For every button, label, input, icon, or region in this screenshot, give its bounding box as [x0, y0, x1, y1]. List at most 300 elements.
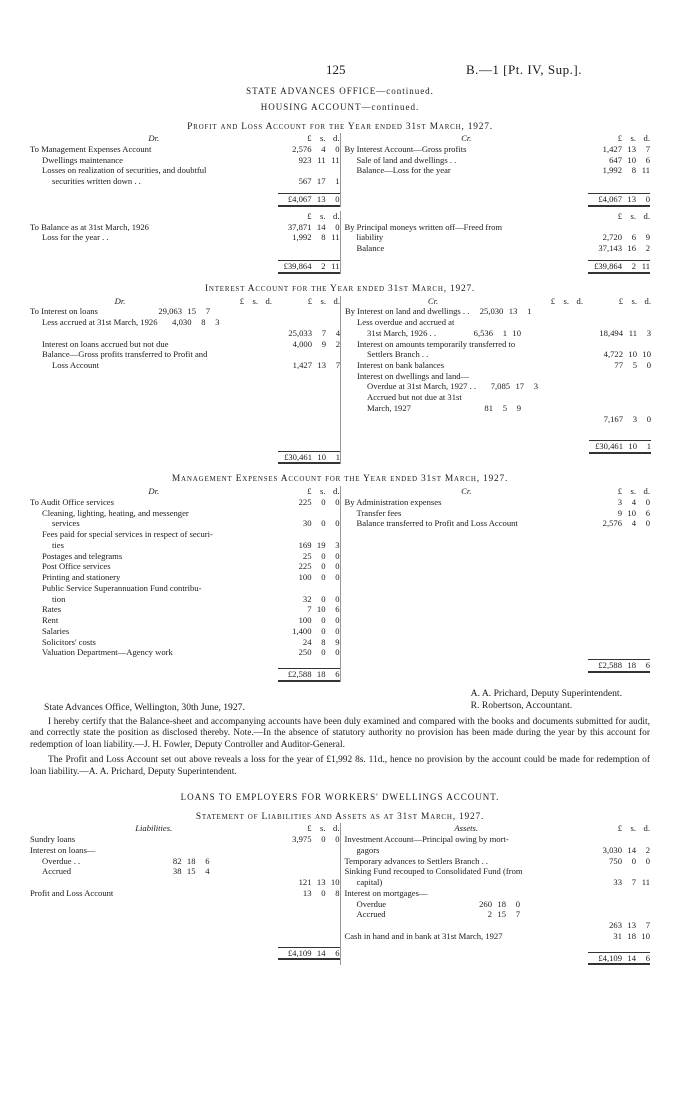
row-description: Sinking Fund recouped to Consolidated Fund (from	[344, 866, 523, 877]
loans-assets	[340, 823, 651, 965]
amount-d	[575, 328, 589, 339]
total-row	[30, 254, 340, 274]
amount-d: 1	[646, 441, 651, 452]
row-description: By Principal moneys written off—Freed from	[344, 221, 503, 232]
amount	[469, 306, 599, 317]
amount-s	[560, 899, 574, 910]
row-description: Salaries	[42, 625, 70, 636]
amount	[148, 866, 278, 877]
amount-sub-l: 38	[172, 866, 182, 877]
spacer	[30, 243, 340, 254]
amount-sub-l: 2	[487, 909, 492, 920]
shilling-label: s.	[252, 295, 258, 306]
row-description: Settlers Branch . .	[367, 349, 429, 360]
amount-l	[526, 899, 560, 910]
row-description: Profit and Loss Account	[30, 887, 114, 898]
account-row	[30, 144, 340, 155]
amount	[148, 306, 278, 317]
interest-debit	[30, 296, 340, 465]
row-description: By Interest on land and dwellings . .	[345, 306, 470, 317]
pence-label: d.	[643, 133, 650, 144]
amount-l: 100	[298, 615, 312, 626]
amount	[278, 451, 340, 465]
lsd-header	[588, 486, 650, 497]
amount-d: 3	[646, 327, 651, 338]
amount-sub-d: 9	[516, 402, 521, 413]
amount-l: 33	[613, 877, 622, 888]
amount-s: 7	[631, 877, 636, 888]
office-title: STATE ADVANCES OFFICE—continued.	[246, 86, 434, 96]
spacer	[345, 176, 651, 187]
row-description: Interest on dwellings and land—	[357, 370, 470, 381]
amount-l: 4,722	[603, 349, 623, 360]
row-description: To Management Expenses Account	[30, 143, 152, 154]
amount-d	[274, 317, 288, 328]
amount-d: 7	[645, 143, 650, 154]
amount	[588, 497, 650, 508]
amount-s	[250, 866, 264, 877]
pence-label: d.	[333, 823, 340, 834]
account-row	[30, 594, 340, 605]
account-row	[30, 317, 340, 328]
lsd-header	[278, 133, 340, 144]
amount-sub-s: 18	[497, 898, 506, 909]
lsd-header	[521, 296, 583, 307]
amount-s: 10	[627, 154, 636, 165]
amount-s: 11	[317, 154, 326, 165]
row-description: Public Service Superannuation Fund contribu-	[42, 582, 202, 593]
amount-s	[260, 317, 274, 328]
amount-d: 6	[645, 952, 650, 963]
row-description: Transfer fees	[356, 507, 402, 518]
amount-sub-d: 3	[533, 381, 539, 392]
amount-d: 0	[335, 615, 340, 626]
amount-d	[592, 381, 606, 392]
amount	[278, 176, 340, 187]
account-row	[345, 165, 651, 176]
account-row	[345, 518, 651, 529]
amount	[278, 339, 340, 350]
amount-d	[264, 306, 278, 317]
column-header-row	[345, 296, 651, 307]
amount-d: 9	[645, 232, 650, 243]
amount	[278, 604, 340, 615]
amount-s: 6	[631, 232, 636, 243]
amount-sub-d: 10	[512, 327, 521, 338]
amount	[278, 260, 340, 274]
amount-d: 0	[335, 834, 340, 845]
amount-l: 9	[617, 507, 622, 518]
amount-s: 10	[628, 349, 637, 360]
amount-l: £30,461	[284, 451, 312, 462]
row-description: Printing and stationery	[42, 572, 121, 583]
account-row	[30, 529, 340, 540]
amount	[278, 328, 340, 339]
amount-s: 8	[321, 636, 326, 647]
account-row	[345, 328, 651, 339]
amount	[588, 193, 650, 207]
account-row	[30, 572, 340, 583]
amount-s	[561, 403, 575, 414]
amount-d: 0	[645, 518, 650, 529]
amount-s	[560, 909, 574, 920]
row-description: Dwellings maintenance	[42, 154, 123, 165]
account-row	[345, 371, 651, 382]
amount-d: 1	[335, 176, 340, 187]
amount-l: 25	[302, 550, 312, 561]
amount-s: 13	[627, 920, 636, 931]
row-description: tion	[52, 593, 66, 604]
amount-d: 0	[646, 360, 651, 371]
amount-s: 18	[627, 660, 636, 671]
row-description: Sundry loans	[30, 834, 76, 845]
amount-l: 18,494	[599, 327, 623, 338]
management-title: Management Expenses Account for the Year ended 31st March, 1927.	[171, 474, 509, 485]
amount	[588, 877, 650, 888]
pound-label: £	[617, 210, 622, 221]
amount	[278, 232, 340, 243]
account-row	[345, 144, 651, 155]
amount-d: 11	[331, 154, 340, 165]
amount-s: 0	[321, 518, 326, 529]
amount	[588, 165, 650, 176]
row-description: Fees paid for special services in respect of securi-	[42, 529, 213, 540]
amount-l: 2,576	[602, 518, 622, 529]
amount-s: 13	[627, 194, 636, 205]
amount-s: 8	[321, 232, 326, 243]
amount-s: 9	[321, 338, 326, 349]
amount-l: 4,000	[292, 338, 312, 349]
amount-sub-s: 15	[187, 306, 196, 317]
amount-l: £4,067	[598, 194, 622, 205]
amount-s: 3	[632, 413, 637, 424]
amount-d: 7	[645, 920, 650, 931]
account-row	[345, 243, 651, 254]
amount-d: 1	[335, 451, 340, 462]
amount-l: £4,109	[598, 952, 622, 963]
account-row	[30, 339, 340, 350]
account-row	[345, 866, 651, 877]
amount-s: 4	[631, 496, 636, 507]
amount-d: 11	[331, 261, 340, 272]
row-description: Interest on bank balances	[357, 360, 445, 371]
amount-l: 263	[609, 920, 622, 931]
amount-sub-d: 1	[527, 306, 532, 317]
amount-s: 11	[628, 327, 637, 338]
liabilities-label: Liabilities.	[135, 823, 173, 834]
pence-label: d.	[643, 823, 650, 834]
account-row	[30, 551, 340, 562]
row-description: Postages and telegrams	[42, 550, 123, 561]
amount-d: 0	[646, 413, 651, 424]
amount-l: 169	[298, 539, 312, 550]
row-description: Balance—Gross profits transferred to Profit and	[42, 349, 208, 360]
account-row	[345, 317, 651, 328]
row-description: Rent	[42, 615, 59, 626]
row-description: Accrued	[356, 909, 386, 920]
loans-title: LOANS TO EMPLOYERS FOR WORKERS' DWELLINGS ACCOUNT.	[180, 792, 500, 803]
amount-d: 10	[642, 349, 651, 360]
amount-d: 4	[335, 327, 340, 338]
row-description: Interest on amounts temporarily transferred to	[357, 338, 516, 349]
amount-l: 2,576	[292, 143, 312, 154]
amount-l: 7,167	[603, 413, 623, 424]
amount-l: £4,109	[287, 947, 312, 958]
pence-label: d.	[333, 486, 340, 497]
account-row	[30, 877, 340, 888]
pound-label: £	[550, 295, 555, 306]
amount-d: 0	[335, 221, 340, 232]
profit-loss-credit	[340, 133, 651, 207]
row-description: Balance—Loss for the year	[356, 165, 451, 176]
amount	[589, 360, 651, 371]
amount-d: 2	[645, 243, 650, 254]
account-row	[345, 497, 651, 508]
debit-label: Dr.	[148, 486, 160, 497]
amount	[588, 659, 650, 673]
interest-title: Interest Account for the Year ended 31st March, 1927.	[204, 283, 476, 294]
amount-d: 0	[335, 572, 340, 583]
pound-label: £	[617, 486, 622, 497]
account-row	[30, 518, 340, 529]
amount-d: 0	[335, 143, 340, 154]
row-description: March, 1927	[367, 402, 411, 413]
amount-s: 0	[631, 855, 636, 866]
row-description: Less accrued at 31st March, 1926	[42, 317, 158, 328]
amount-s: 0	[321, 572, 326, 583]
amount	[588, 144, 650, 155]
row-description: Interest on loans accrued but not due	[42, 338, 169, 349]
total-row	[30, 941, 340, 961]
amount-d: 0	[335, 647, 340, 658]
amount	[588, 845, 650, 856]
amount-s: 0	[321, 647, 326, 658]
amount-d: 0	[335, 193, 340, 204]
amount-s: 16	[627, 243, 636, 254]
pence-label: d.	[644, 295, 651, 306]
account-row	[30, 328, 340, 339]
amount	[588, 518, 650, 529]
amount-d: 11	[641, 165, 650, 176]
page-body	[30, 62, 650, 965]
row-description: Valuation Department—Agency work	[42, 647, 173, 658]
amount	[476, 381, 606, 392]
amount-l: 100	[298, 572, 312, 583]
assets-header-row	[345, 823, 651, 834]
amount-l: 2,720	[602, 232, 622, 243]
amount-s: 2	[321, 261, 326, 272]
row-description: To Audit Office services	[30, 496, 114, 507]
amount	[589, 349, 651, 360]
amount-sub-s: 8	[201, 317, 206, 328]
amount-s: 13	[316, 193, 326, 204]
pound-label: £	[307, 823, 312, 834]
amount	[278, 647, 340, 658]
spacer	[345, 424, 651, 434]
account-row	[345, 155, 651, 166]
shilling-label: s.	[630, 133, 636, 144]
loss-note: The Profit and Loss Account set out above reveals a loss for the year of £1,992 8s. 11d., hence no provision by the account could be made for redemption of loan liability.—A. A. Prichard, Deputy Superintendent.	[30, 754, 650, 777]
amount-sub-s: 13	[508, 306, 518, 317]
amount-s	[571, 306, 585, 317]
row-description: liability	[356, 232, 384, 243]
row-description: Overdue . .	[42, 855, 81, 866]
amount-l: 31	[613, 930, 622, 941]
row-description: Interest on mortgages—	[344, 887, 428, 898]
amount	[278, 572, 340, 583]
account-row	[345, 414, 651, 425]
amount-sub-d: 6	[205, 855, 210, 866]
amount	[278, 637, 340, 648]
account-row	[345, 403, 651, 414]
amount-d	[585, 306, 599, 317]
lsd-header	[589, 296, 651, 307]
amount-sub-d: 0	[515, 898, 520, 909]
account-row	[30, 604, 340, 615]
amount	[278, 497, 340, 508]
row-description: To Balance as at 31st March, 1926	[30, 221, 149, 232]
amount	[158, 317, 288, 328]
amount-l: 1,427	[292, 360, 312, 371]
amount-l: 37,871	[287, 221, 312, 232]
account-row	[30, 626, 340, 637]
amount-d: 0	[645, 496, 650, 507]
column-header-row	[345, 211, 651, 222]
amount-s: 0	[321, 496, 326, 507]
amount-d	[264, 866, 278, 877]
pound-label: £	[307, 133, 312, 144]
amount-d: 0	[335, 593, 340, 604]
account-row	[30, 222, 340, 233]
account-row	[345, 856, 651, 867]
amount-l: 1,992	[602, 165, 622, 176]
amount-s: 0	[321, 887, 326, 898]
amount-d: 11	[641, 260, 650, 271]
amount-sub-l: 82	[172, 855, 182, 866]
amount-l: 3	[617, 496, 622, 507]
row-description: Less overdue and accrued at	[357, 317, 455, 328]
amount-s: 13	[317, 360, 326, 371]
amount-l: 32	[302, 593, 312, 604]
account-row	[30, 637, 340, 648]
signature-block	[30, 688, 650, 714]
account-row	[345, 931, 651, 942]
row-description: Loss Account	[52, 360, 100, 371]
row-description: Losses on realization of securities, and doubtful	[42, 165, 207, 176]
account-row	[30, 306, 340, 317]
amount-s: 8	[631, 165, 636, 176]
row-description: Cash in hand and in bank at 31st March, 1927	[344, 930, 503, 941]
pence-label: d.	[643, 486, 650, 497]
pound-label: £	[239, 295, 244, 306]
row-description: Balance	[356, 243, 385, 254]
housing-title: HOUSING ACCOUNT—continued.	[260, 102, 420, 113]
account-row	[30, 155, 340, 166]
signature-robertson: R. Robertson, Accountant.	[470, 699, 573, 711]
account-row	[345, 339, 651, 350]
total-row	[30, 662, 340, 682]
amount	[278, 668, 340, 682]
amount-l: 25,033	[288, 327, 312, 338]
row-description: Accrued but not due at 31st	[367, 392, 462, 403]
amount-s: 14	[316, 947, 326, 958]
lsd-header	[588, 211, 650, 222]
total-row	[30, 445, 340, 465]
account-row	[345, 899, 651, 910]
shilling-label: s.	[320, 823, 326, 834]
amount-sub-l: 29,063	[158, 306, 182, 317]
amount-d	[574, 909, 588, 920]
liabilities-header-row	[30, 823, 340, 834]
amount	[278, 518, 340, 529]
amount-sub-d: 7	[205, 306, 210, 317]
row-description: To Interest on loans	[30, 306, 98, 317]
amount-l: 225	[298, 496, 312, 507]
row-description: ties	[52, 539, 64, 550]
loans-statement	[30, 823, 650, 965]
amount-s	[250, 856, 264, 867]
page-reference: B.—1 [Pt. IV, Sup.].	[466, 62, 582, 77]
amount-l	[537, 306, 571, 317]
spacer	[30, 371, 340, 445]
amount	[588, 232, 650, 243]
shilling-label: s.	[630, 210, 636, 221]
amount-l: £39,864	[283, 261, 312, 272]
amount	[278, 947, 340, 961]
amount-s: 7	[321, 327, 326, 338]
amount-s: 14	[316, 221, 326, 232]
account-row	[30, 540, 340, 551]
loans-liabilities	[30, 823, 340, 965]
amount-s: 2	[631, 260, 636, 271]
amount	[278, 155, 340, 166]
account-row	[30, 856, 340, 867]
account-row	[30, 232, 340, 243]
amount-d: 0	[335, 550, 340, 561]
amount-sub-l: 260	[479, 898, 492, 909]
amount	[278, 193, 340, 207]
amount-s	[561, 328, 575, 339]
amount-sub-l: 81	[484, 402, 493, 413]
amount-s: 19	[316, 539, 326, 550]
account-row	[30, 349, 340, 360]
row-description: Temporary advances to Settlers Branch . .	[344, 855, 489, 866]
account-row	[345, 888, 651, 899]
amount-d: 6	[335, 668, 340, 679]
amount-l: 13	[302, 887, 312, 898]
amount	[278, 360, 340, 371]
amount-s: 10	[627, 507, 636, 518]
row-description: Solicitors' costs	[42, 636, 96, 647]
total-row	[345, 653, 651, 673]
amount-sub-l: 7,085	[490, 381, 511, 392]
amount-s: 5	[632, 360, 637, 371]
amount-s: 13	[316, 877, 326, 888]
total-row	[345, 946, 651, 966]
amount-l: 1,427	[602, 143, 622, 154]
amount-s	[578, 381, 592, 392]
column-header-row	[345, 486, 651, 497]
pound-label: £	[617, 133, 622, 144]
amount	[459, 403, 589, 414]
amount-l: 750	[609, 855, 622, 866]
amount-l	[216, 866, 250, 877]
amount-l: 647	[609, 154, 622, 165]
amount-sub-s: 15	[186, 866, 196, 877]
account-row	[30, 165, 340, 176]
amount-d: 6	[335, 604, 340, 615]
amount-s: 0	[321, 561, 326, 572]
